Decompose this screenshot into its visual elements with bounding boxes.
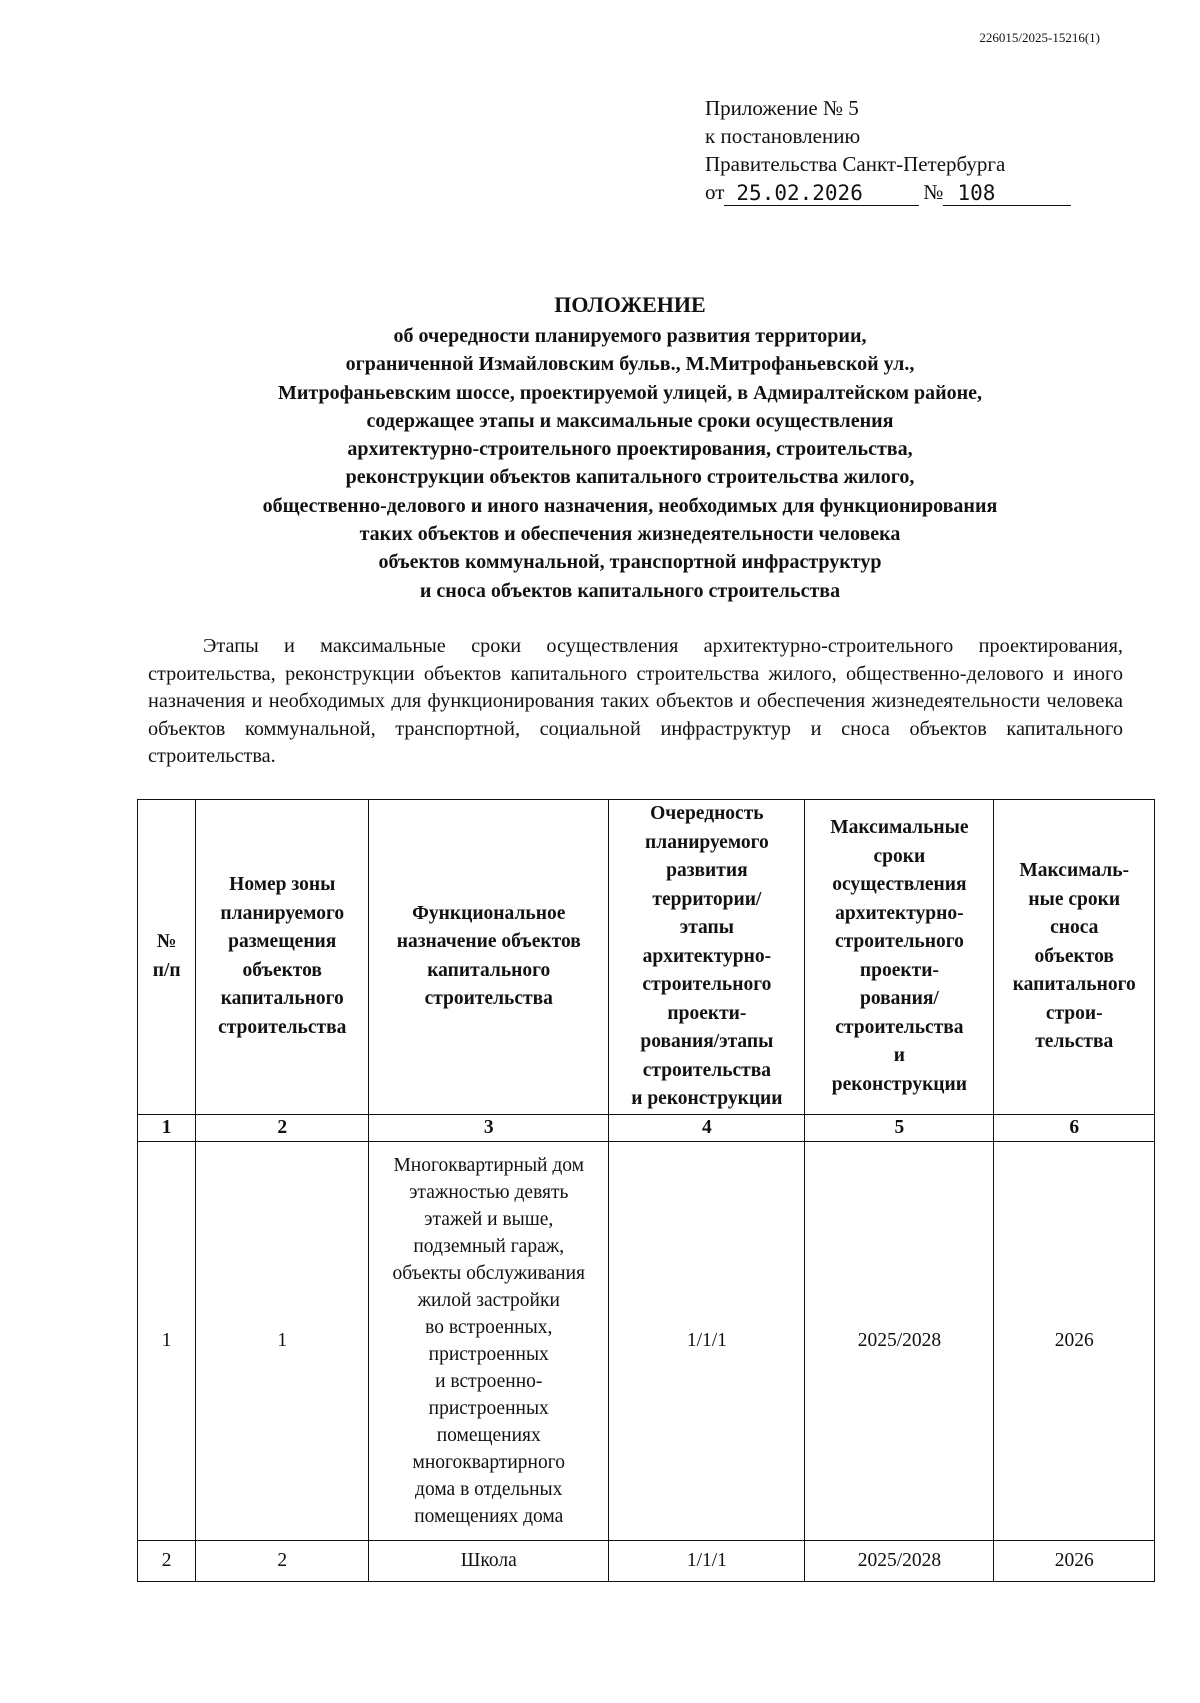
functional-purpose: Школа bbox=[369, 1540, 609, 1581]
demolition-term: 2026 bbox=[994, 1141, 1155, 1540]
appendix-line-3: Правительства Санкт-Петербурга bbox=[705, 152, 1006, 176]
appendix-line-2: к постановлению bbox=[705, 124, 861, 148]
column-number: 3 bbox=[369, 1114, 609, 1141]
title-line: содержащее этапы и максимальные сроки осуществления bbox=[366, 409, 894, 432]
row-number: 2 bbox=[138, 1540, 196, 1581]
document-registration-number: 226015/2025-15216(1) bbox=[979, 30, 1100, 45]
appendix-block bbox=[705, 94, 1071, 206]
title-line: об очередности планируемого развития территории, bbox=[393, 325, 867, 347]
development-plan-table bbox=[137, 799, 1155, 1582]
column-number: 4 bbox=[609, 1114, 805, 1141]
column-number: 1 bbox=[138, 1114, 196, 1141]
header-cell-demolition: Максималь- ные сроки сноса объектов капитального строи- тельства bbox=[994, 800, 1155, 1115]
title-line: Митрофаньевским шоссе, проектируемой улицей, в Адмиралтейском районе, bbox=[277, 381, 982, 404]
design-construction-terms: 2025/2028 bbox=[805, 1141, 994, 1540]
table-row bbox=[138, 1540, 1155, 1581]
decree-number: 108 bbox=[943, 181, 1071, 206]
decree-date: 25.02.2026 bbox=[724, 181, 919, 206]
number-label: № bbox=[923, 180, 944, 204]
development-stages: 1/1/1 bbox=[609, 1540, 805, 1581]
page-title: ПОЛОЖЕНИЕ bbox=[554, 292, 706, 317]
title-line: архитектурно-строительного проектирования, строительства, bbox=[347, 438, 913, 461]
table-row bbox=[138, 1141, 1155, 1540]
title-line: ограниченной Измайловским бульв., М.Митрофаньевской ул., bbox=[345, 353, 915, 376]
header-cell-zone: Номер зоны планируемого размещения объектов капитального строительства bbox=[196, 800, 369, 1115]
header-cell-terms: Максимальные сроки осуществления архитектурно- строительного проекти- рования/ строительства и реконструкции bbox=[805, 800, 994, 1115]
appendix-line-1: Приложение № 5 bbox=[705, 96, 859, 120]
column-number: 2 bbox=[196, 1114, 369, 1141]
title-line: общественно-делового и иного назначения, необходимых для функционирования bbox=[262, 494, 998, 517]
title-line: таких объектов и обеспечения жизнедеятельности человека bbox=[359, 523, 901, 546]
development-stages: 1/1/1 bbox=[609, 1141, 805, 1540]
column-number: 6 bbox=[994, 1114, 1155, 1141]
column-number: 5 bbox=[805, 1114, 994, 1141]
title-line: реконструкции объектов капитального строительства жилого, bbox=[345, 466, 915, 489]
header-cell-stages: Очередность планируемого развития территории/ этапы архитектурно- строительного проекти- рования/этапы строительства и реконструкции bbox=[609, 800, 805, 1115]
row-number: 1 bbox=[138, 1141, 196, 1540]
title-line: и сноса объектов капитального строительства bbox=[419, 579, 841, 602]
column-number-row bbox=[138, 1114, 1155, 1141]
appendix-date-row bbox=[705, 178, 1071, 206]
table-header-row bbox=[138, 800, 1155, 1115]
header-cell-number: № п/п bbox=[138, 800, 196, 1115]
zone-number: 2 bbox=[196, 1540, 369, 1581]
demolition-term: 2026 bbox=[994, 1540, 1155, 1581]
header-cell-purpose: Функциональное назначение объектов капитального строительства bbox=[369, 800, 609, 1115]
zone-number: 1 bbox=[196, 1141, 369, 1540]
document-title bbox=[100, 290, 1160, 605]
functional-purpose: Многоквартирный дом этажностью девять этажей и выше, подземный гараж, объекты обслуживания жилой застройки во встроенных, пристроенных и встроенно- пристроенных помещениях многоквартирного дома в отдельных помещениях дома bbox=[369, 1141, 609, 1540]
intro-paragraph: Этапы и максимальные сроки осуществления архитектурно-строительного проектирования, строительства, реконструкции объектов капитального строительства жилого, общественно-делового и иного назначения и необходимых для функционирования таких объектов и обеспечения жизнедеятельности человека объектов коммунальной, транспортной, социальной инфраструктур и сноса объектов капитального строительства. bbox=[148, 635, 1123, 767]
design-construction-terms: 2025/2028 bbox=[805, 1540, 994, 1581]
title-line: объектов коммунальной, транспортной инфраструктур bbox=[378, 551, 882, 574]
from-label: от bbox=[705, 180, 725, 204]
